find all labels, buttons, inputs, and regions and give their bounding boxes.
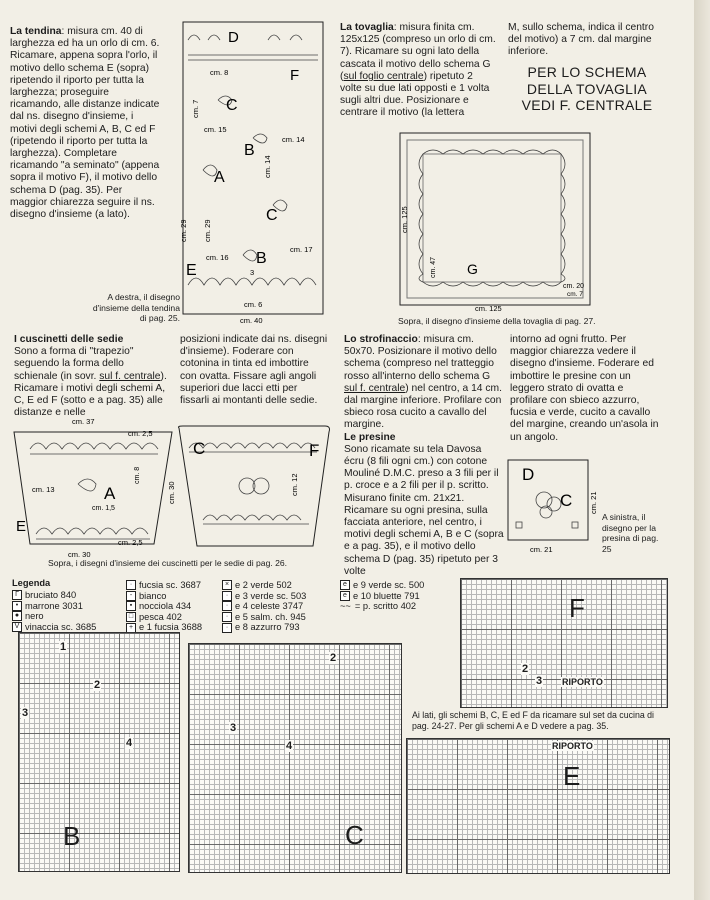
- cushion2-label-C: C: [193, 439, 206, 458]
- cushion1-dim-13: cm. 13: [32, 485, 55, 494]
- curtain-label-C2: C: [266, 207, 278, 224]
- curtain-dim-29b: cm. 29: [203, 219, 212, 242]
- cushion1-dim-8: cm. 8: [134, 466, 141, 484]
- tovaglia-caption: Sopra, il disegno d'insieme della tovaglia di pag. 27.: [398, 316, 596, 326]
- chart-F-num-3: 3: [536, 675, 543, 687]
- cushion1-label-E: E: [16, 518, 27, 535]
- chart-B-num-4: 4: [126, 737, 133, 749]
- cushion1-dim-25b: cm. 2,5: [118, 538, 143, 547]
- tovaglia-text: La tovaglia: misura finita cm. 125x125 (compreso un orlo di cm. 7). Ricamare su ogni lato della cascata il motivo dello schema G (sul foglio centrale) ripetuto 2 volte su due lati opposti e 1 volta sugli altri due. Posizionare e centrare il motivo (la lettera: [340, 22, 496, 119]
- tablecloth-dim-20: cm. 20: [563, 283, 585, 290]
- presine-caption: A sinistra, il disegno per la presina di pag. 25: [602, 512, 659, 554]
- curtain-label-A: A: [214, 169, 225, 186]
- tovaglia-banner: PER LO SCHEMA DELLA TOVAGLIA VEDI F. CENTRALE: [521, 64, 653, 113]
- legend-col-2: · fucsia sc. 3687 - bianco ▪ nocciola 434 □ pesca 402 + e 1 fucsia 3688: [126, 580, 202, 633]
- curtain-dim-14a: cm. 14: [282, 135, 305, 144]
- tendina-caption: A destra, il disegno d'insieme della tendina di pag. 25.: [92, 292, 180, 323]
- chart-C-label: C: [345, 820, 364, 850]
- potholder-label-D: D: [522, 465, 535, 484]
- curtain-label-B2: B: [256, 250, 267, 267]
- legend-title: Legenda: [12, 578, 51, 588]
- tablecloth-dim-47: cm. 47: [430, 256, 437, 278]
- chart-B-num-1: 1: [60, 641, 67, 653]
- cushion1-dim-15: cm. 1,5: [92, 505, 115, 512]
- tablecloth-diagram: [395, 128, 595, 313]
- curtain-dim-6: cm. 6: [244, 300, 263, 309]
- page-edge: [694, 0, 710, 900]
- potholder-dim-21a: cm. 21: [530, 545, 553, 554]
- cushion-diagram-2: [175, 424, 335, 554]
- tovaglia-text-2: M, sullo schema, indica il centro del motivo) a 7 cm. dal margine inferiore.: [508, 22, 654, 58]
- presine-text-2: intorno ad ogni frutto. Per maggior chiarezza vedere il disegno d'insieme. Foderare ed imbottire le presine con un leggero strato di ovatta e profilare con sbieco azzurro, fucsia e verde, cucito a cavallo del margine, creando un'asola in un angolo.: [510, 334, 659, 443]
- chart-B-label: B: [63, 821, 81, 851]
- cushion1-dim-37: cm. 37: [72, 417, 95, 426]
- chart-C-num-3: 3: [230, 722, 237, 734]
- chart-B-num-3: 3: [22, 707, 29, 719]
- charts-caption: Ai lati, gli schemi B, C, E ed F da ricamare sul set da cucina di pag. 24-27. Per gli schemi A e D vedere a pag. 35.: [412, 710, 655, 731]
- tablecloth-dim-125b: cm. 125: [400, 206, 409, 233]
- tendina-text: La tendina: misura cm. 40 di larghezza ed ha un orlo di cm. 6. Ricamare, appena sopra l'orlo, il motivo dello schema E (sopra) ripetendo il riporto per tutta la larghezza; proseguire ricamando, alle distanze indicate dal ns. disegno d'insieme, i motivi degli schemi A, B, C ed F (ripetendo il riporto per tutta la larghezza). Completare ricamando "a seminato" (appena sopra il motivo F), il motivo dello schema D (pag. 35). Per maggior chiarezza seguire il ns. disegno d'insieme (a lato).: [10, 26, 160, 221]
- chart-E-riporto: RIPORTO: [552, 741, 593, 751]
- potholder-label-C: C: [560, 491, 573, 510]
- curtain-label-C: C: [226, 97, 238, 114]
- curtain-dim-16: cm. 16: [206, 253, 229, 262]
- cushion1-dim-30h: cm. 30: [167, 481, 176, 504]
- tablecloth-dim-7: cm. 7: [567, 291, 583, 298]
- chart-F-label: F: [569, 593, 585, 623]
- strofinaccio-link: sul f. centrale: [344, 382, 406, 394]
- chart-F-num-2: 2: [522, 663, 529, 675]
- curtain-label-F: F: [290, 67, 300, 84]
- strofinaccio-title: Lo strofinaccio: [344, 334, 418, 345]
- cuscinetti-text-2: posizioni indicate dai ns. disegni d'insieme). Foderare con cotonina in tinta ed imbottire con ovatta. Fissare agli angoli superiori due lacci etti per fissarli ai montanti delle sedie.: [180, 334, 328, 407]
- chart-C-num-2: 2: [330, 652, 337, 664]
- tablecloth-label-G: G: [467, 261, 478, 277]
- cuscinetti-caption: Sopra, i disegni d'insieme dei cuscinetti per le sedie di pag. 26.: [48, 558, 288, 568]
- chart-E-label: E: [563, 761, 581, 791]
- legend-col-4: e e 9 verde sc. 500 e e 10 bluette 791 ~~ = p. scritto 402: [340, 580, 425, 612]
- tovaglia-link: sul foglio centrale: [343, 70, 424, 82]
- cushion1-dim-25a: cm. 2,5: [128, 429, 153, 438]
- curtain-label-B: B: [244, 142, 255, 159]
- cuscinetti-title: I cuscinetti delle sedie: [14, 334, 124, 345]
- legend-col-3: × e 2 verde 502 · e 3 verde sc. 503 · e 4 celeste 3747 · e 5 salm. ch. 945 · e 8 azzurro 793: [222, 580, 306, 633]
- tovaglia-title: La tovaglia: [340, 22, 394, 33]
- curtain-diagram: [178, 20, 328, 325]
- cushion1-dim-30: cm. 30: [68, 550, 91, 559]
- cushion2-label-F: F: [309, 441, 320, 460]
- presine-title: Le presine: [344, 431, 396, 443]
- curtain-dim-40: cm. 40: [240, 316, 263, 325]
- curtain-dim-14b: cm. 14: [263, 155, 272, 178]
- chart-B: [18, 632, 180, 872]
- cushion1-label-A: A: [104, 484, 116, 503]
- curtain-dim-8: cm. 8: [210, 68, 229, 77]
- cuscinetti-link: sul f. centrale: [99, 370, 161, 382]
- curtain-label-D: D: [228, 29, 239, 46]
- chart-C: [188, 643, 402, 873]
- potholder-diagram: [500, 456, 598, 556]
- curtain-dim-29a: cm. 29: [179, 219, 188, 242]
- tendina-title: La tendina: [10, 26, 62, 37]
- chart-F-riporto: RIPORTO: [562, 677, 603, 687]
- chart-E: [406, 738, 670, 874]
- legend-col-1: Γ bruciato 840 • marrone 3031 ● nero V vinaccia sc. 3685: [12, 590, 96, 632]
- strofinaccio-text: Lo strofinaccio: misura cm. 50x70. Posizionare il motivo dello schema (compreso nel tratteggio rosso all'interno dello schema G sul f. centrale) nel centro, a 14 cm. dal margine inferiore. Profilare con sbieco rosa cucito a cavallo del margine. Le presine Sono ricamate su tela Davosa écru (8 fili ogni cm.) con cotone Mouliné D.M.C. preso a 3 fili per il p. croce e a 2 fili per il p. scritto. Misurano finite cm. 21x21. Ricamare su ogni presina, sulla facciata anteriore, nel centro, i motivi degli schemi A, B e C (sopra e a pag. 35), e il motivo dello schema D (pag. 35) ripetuto per 3 volte: [344, 334, 504, 577]
- curtain-label-E: E: [186, 262, 197, 279]
- cuscinetti-text: I cuscinetti delle sedie Sono a forma di "trapezio" seguendo la forma dello schienale (in sovr. sul f. centrale). Ricamare i motivi degli schemi A, C, E ed F (sotto e a pag. 35) alle distanze e nelle: [14, 334, 167, 419]
- cushion2-dim-12: cm. 12: [290, 473, 299, 496]
- chart-C-num-4: 4: [286, 740, 293, 752]
- cushion-diagram-1: [8, 414, 178, 560]
- tablecloth-dim-125a: cm. 125: [475, 304, 502, 313]
- chart-F: [460, 578, 668, 708]
- curtain-dim-17: cm. 17: [290, 245, 313, 254]
- potholder-dim-21b: cm. 21: [589, 491, 598, 514]
- curtain-dim-15: cm. 15: [204, 125, 227, 134]
- curtain-dim-7: cm. 7: [191, 99, 200, 118]
- curtain-dim-3: 3: [250, 268, 255, 277]
- chart-B-num-2: 2: [94, 679, 101, 691]
